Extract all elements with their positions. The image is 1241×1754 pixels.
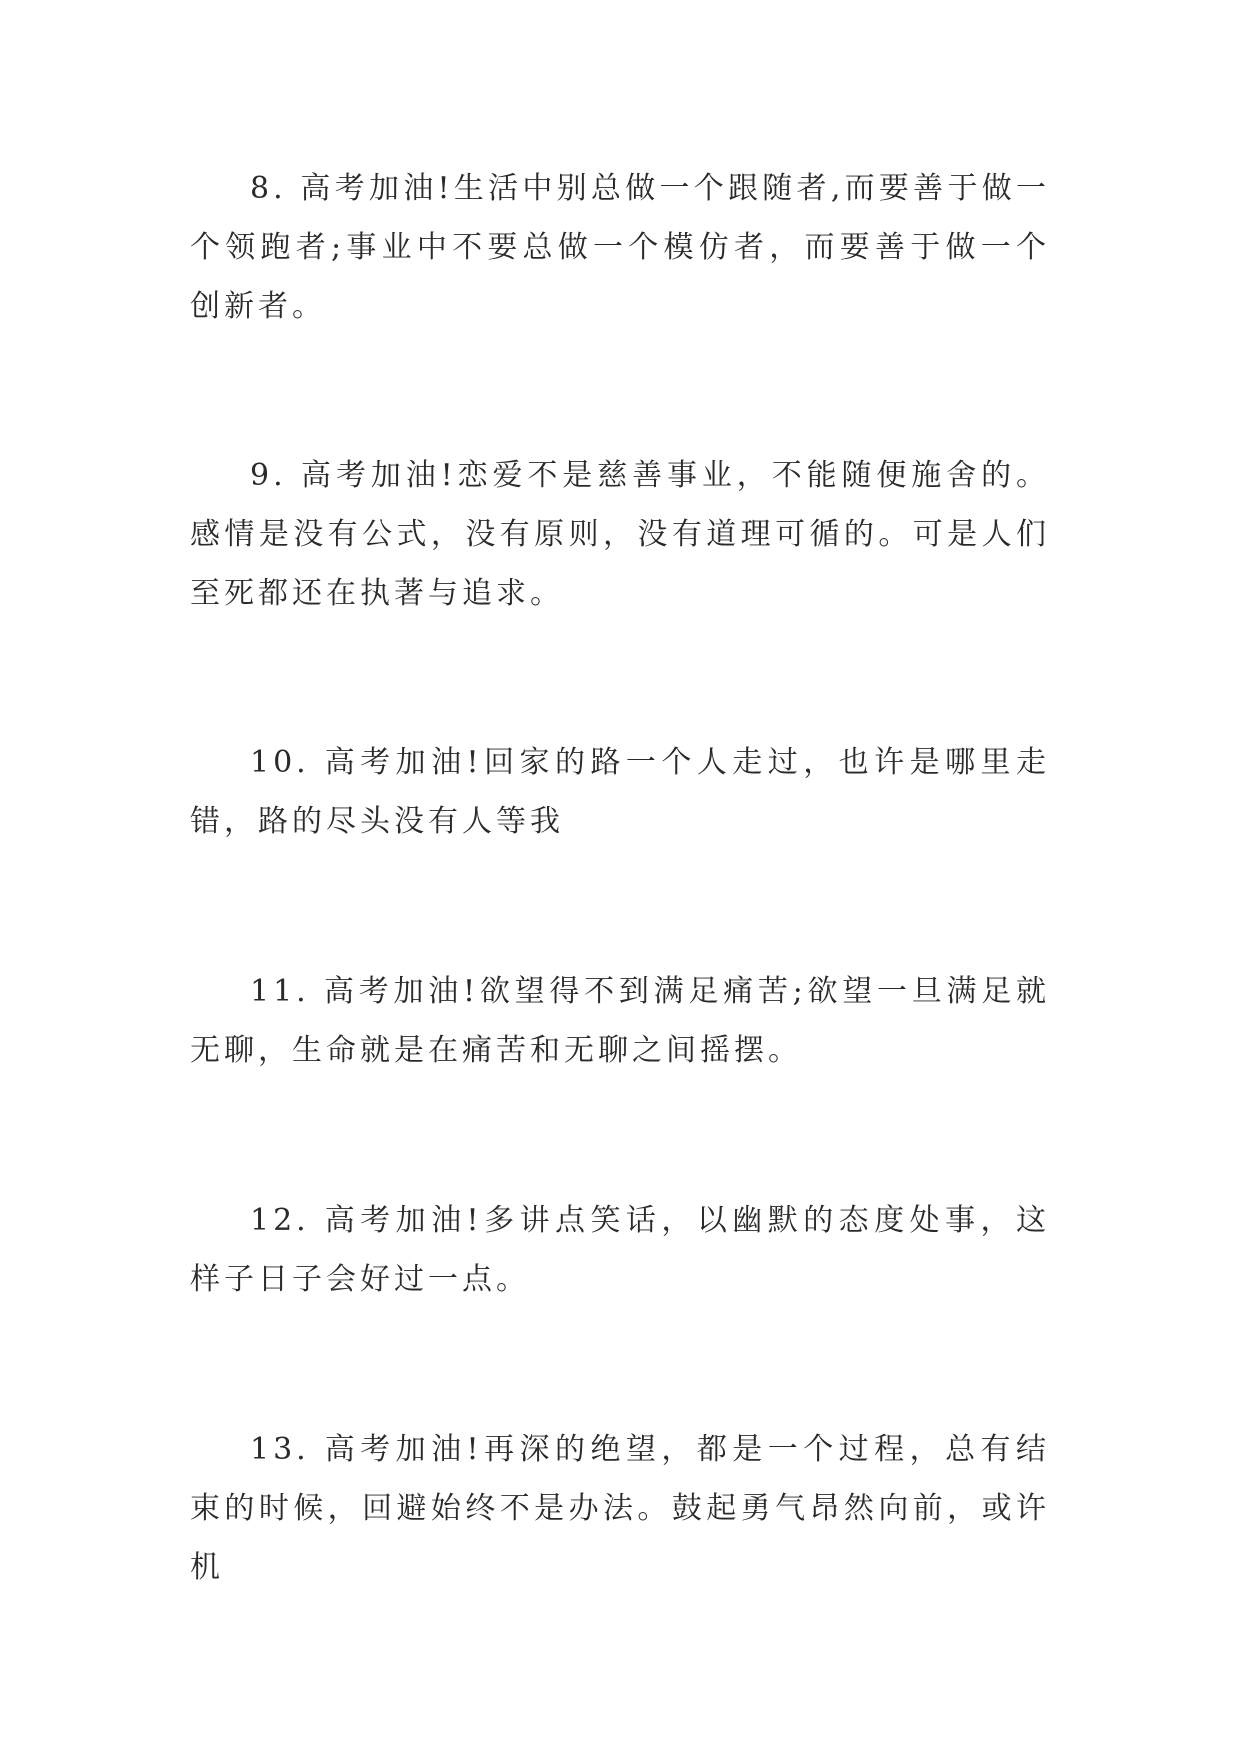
paragraph-item-8: 8. 高考加油!生活中别总做一个跟随者,而要善于做一个领跑者;事业中不要总做一个模仿者，而要善于做一个创新者。	[190, 171, 1050, 324]
paragraph-item-13: 13. 高考加油!再深的绝望，都是一个过程，总有结束的时候，回避始终不是办法。鼓起勇气昂然向前，或许机	[190, 1432, 1050, 1585]
paragraph-item-9: 9. 高考加油!恋爱不是慈善事业，不能随便施舍的。感情是没有公式，没有原则，没有道理可循的。可是人们至死都还在执著与追求。	[190, 458, 1050, 611]
paragraph-item-10: 10. 高考加油!回家的路一个人走过，也许是哪里走错，路的尽头没有人等我	[190, 745, 1050, 839]
paragraph-item-12: 12. 高考加油!多讲点笑话，以幽默的态度处事，这样子日子会好过一点。	[190, 1203, 1050, 1297]
paragraph-item-11: 11. 高考加油!欲望得不到满足痛苦;欲望一旦满足就无聊，生命就是在痛苦和无聊之间摇摆。	[190, 974, 1050, 1068]
